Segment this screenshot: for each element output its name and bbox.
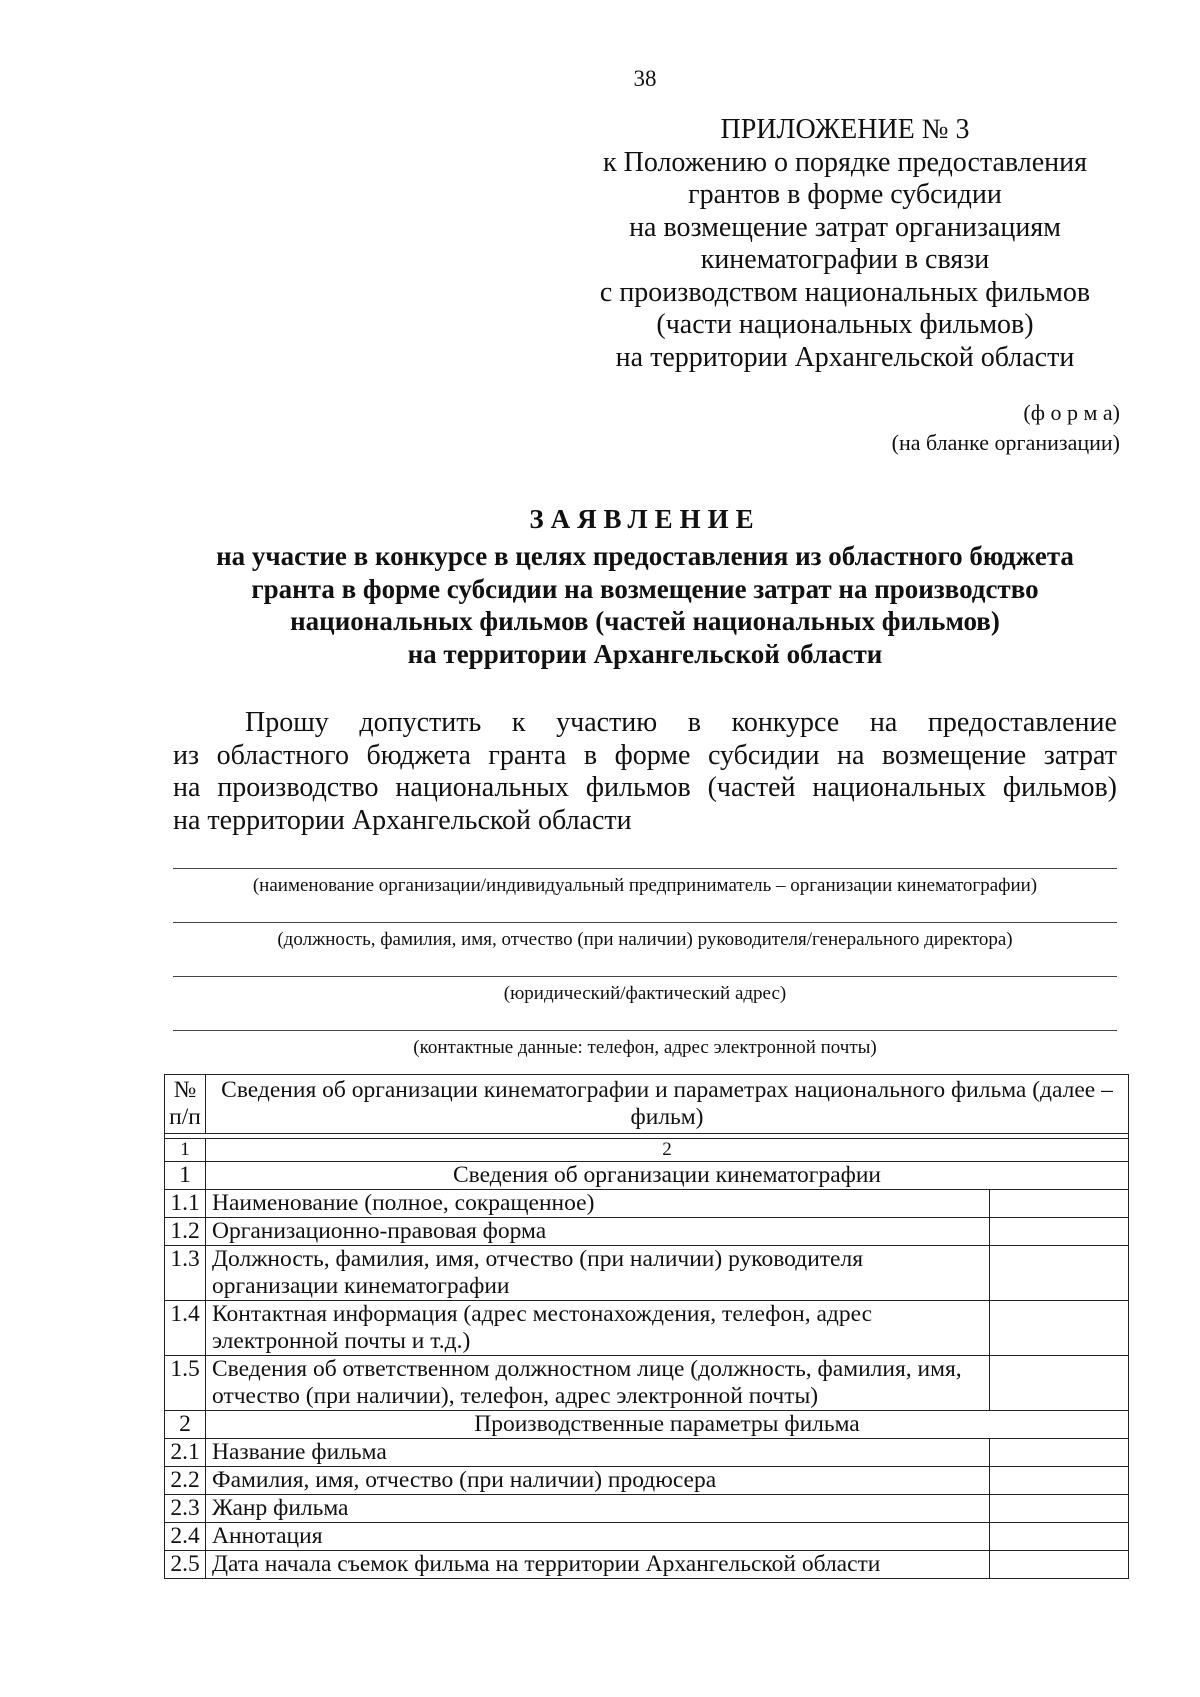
table-row: [165, 1523, 1129, 1551]
row-value-cell[interactable]: [990, 1495, 1129, 1523]
row-description: Дата начала съемок фильма на территории Архангельской области: [206, 1551, 990, 1579]
table-row: [165, 1467, 1129, 1495]
row-number: 2.1: [165, 1439, 206, 1467]
appendix-line: кинематографии в связи: [700, 244, 990, 275]
table-row: [165, 1246, 1129, 1301]
row-description: Должность, фамилия, имя, отчество (при наличии) руководителя организации кинематографии: [206, 1246, 990, 1301]
request-word: (частей: [707, 772, 796, 803]
request-word: в: [687, 707, 702, 738]
row-description: Аннотация: [206, 1523, 990, 1551]
info-table: [164, 1074, 1129, 1579]
page-number: 38: [633, 66, 657, 91]
form-note: [892, 398, 1120, 458]
row-value-cell[interactable]: [990, 1246, 1129, 1301]
table-row: [165, 1190, 1129, 1218]
column-number: 2: [206, 1139, 1129, 1162]
request-line: на территории Архангельской области: [173, 804, 632, 836]
request-word: в: [583, 739, 598, 771]
subtitle-line: национальных фильмов (частей национальных фильмов): [290, 606, 1000, 636]
table-row: [165, 1301, 1129, 1356]
column-number: 1: [165, 1139, 206, 1162]
header-desc-cell: Сведения об организации кинематографии и параметрах национального фильма (далее – фильм): [206, 1075, 1129, 1134]
request-word: фильмов): [1002, 772, 1117, 803]
section-row: [165, 1411, 1129, 1439]
row-value-cell[interactable]: [990, 1439, 1129, 1467]
request-word: бюджета: [366, 739, 471, 771]
appendix-header: [580, 114, 1110, 374]
row-value-cell[interactable]: [990, 1356, 1129, 1411]
header-num-cell: № п/п: [165, 1075, 206, 1134]
row-description: Сведения об ответственном должностном лице (должность, фамилия, имя, отчество (при наличии), телефон, адрес электронной почты): [206, 1356, 990, 1411]
row-description: Фамилия, имя, отчество (при наличии) продюсера: [206, 1467, 990, 1495]
row-number: 2.4: [165, 1523, 206, 1551]
row-value-cell[interactable]: [990, 1467, 1129, 1495]
row-number: 1.2: [165, 1218, 206, 1246]
letterhead-label: (на бланке организации): [891, 430, 1120, 455]
request-word: областного: [216, 739, 349, 771]
appendix-line: грантов в форме субсидии: [688, 179, 1002, 210]
document-subtitle: [150, 540, 1140, 670]
section-number: 2: [165, 1411, 206, 1439]
row-number: 2.3: [165, 1495, 206, 1523]
appendix-line: (части национальных фильмов): [656, 309, 1034, 340]
request-word: конкурсе: [731, 707, 840, 738]
row-description: Контактная информация (адрес местонахождения, телефон, адрес электронной почты и т.д.): [206, 1301, 990, 1356]
subtitle-line: гранта в форме субсидии на возмещение затрат на производство: [251, 573, 1039, 604]
request-word: на: [869, 707, 898, 738]
row-number: 1.4: [165, 1301, 206, 1356]
section-number: 1: [165, 1162, 206, 1190]
organization-name-field[interactable]: [173, 868, 1117, 897]
subtitle-line: на участие в конкурсе в целях предоставления из областного бюджета: [216, 541, 1074, 571]
row-value-cell[interactable]: [990, 1523, 1129, 1551]
field-caption: (юридический/фактический адрес): [503, 983, 787, 1004]
appendix-line: с производством национальных фильмов: [599, 276, 1091, 308]
request-word: на: [837, 739, 865, 771]
subtitle-line: на территории Архангельской области: [407, 638, 883, 669]
field-caption: (должность, фамилия, имя, отчество (при наличии) руководителя/генерального директора): [277, 929, 1013, 950]
row-value-cell[interactable]: [990, 1218, 1129, 1246]
table-row: [165, 1439, 1129, 1467]
section-title: Производственные параметры фильма: [206, 1411, 1129, 1439]
appendix-line: на территории Архангельской области: [615, 341, 1075, 373]
appendix-line: на возмещение затрат организациям: [629, 211, 1061, 243]
request-word: производство: [217, 772, 379, 803]
document-title: ЗАЯВЛЕНИЕ: [529, 504, 761, 534]
table-row: [165, 1495, 1129, 1523]
director-name-field[interactable]: [173, 922, 1117, 951]
request-word: на: [173, 772, 201, 803]
request-line: [173, 740, 1117, 773]
row-description: Жанр фильма: [206, 1495, 990, 1523]
request-word: участию: [556, 707, 658, 738]
request-paragraph: [173, 707, 1117, 837]
field-caption: (наименование организации/индивидуальный предприниматель – организации кинематографии): [252, 875, 1038, 896]
row-number: 2.2: [165, 1467, 206, 1495]
request-word: фильмов: [585, 772, 691, 803]
section-title: Сведения об организации кинематографии: [206, 1162, 1129, 1190]
table-row: [165, 1551, 1129, 1579]
address-field[interactable]: [173, 976, 1117, 1005]
form-label: (ф о р м а): [1023, 400, 1120, 425]
field-caption: (контактные данные: телефон, адрес электронной почты): [413, 1037, 877, 1058]
request-word: затрат: [1043, 739, 1117, 771]
request-line: [173, 772, 1117, 805]
column-number-row: [165, 1139, 1129, 1162]
request-word: гранта: [488, 739, 567, 771]
request-word: предоставление: [927, 707, 1117, 738]
section-row: [165, 1162, 1129, 1190]
table-row: [165, 1356, 1129, 1411]
table-header-row: [165, 1075, 1129, 1134]
row-description: Организационно-правовая форма: [206, 1218, 990, 1246]
request-word: из: [173, 739, 200, 771]
request-word: национальных: [812, 772, 986, 803]
request-line: [173, 707, 1117, 740]
request-word: субсидии: [707, 739, 820, 771]
table-row: [165, 1218, 1129, 1246]
request-word: национальных: [395, 772, 569, 803]
row-value-cell[interactable]: [990, 1301, 1129, 1356]
request-word: Прошу: [245, 707, 329, 738]
row-description: Наименование (полное, сокращенное): [206, 1190, 990, 1218]
request-word: возмещение: [881, 739, 1027, 771]
request-word: допустить: [359, 707, 482, 738]
row-number: 1.5: [165, 1356, 206, 1411]
appendix-line: ПРИЛОЖЕНИЕ № 3: [720, 114, 970, 145]
row-value-cell[interactable]: [990, 1190, 1129, 1218]
row-number: 1.1: [165, 1190, 206, 1218]
row-description: Название фильма: [206, 1439, 990, 1467]
appendix-line: к Положению о порядке предоставления: [603, 146, 1087, 178]
row-number: 1.3: [165, 1246, 206, 1301]
contacts-field[interactable]: [173, 1030, 1117, 1059]
row-value-cell[interactable]: [990, 1551, 1129, 1579]
row-number: 2.5: [165, 1551, 206, 1579]
request-word: к: [511, 707, 526, 738]
request-word: форме: [614, 739, 691, 771]
